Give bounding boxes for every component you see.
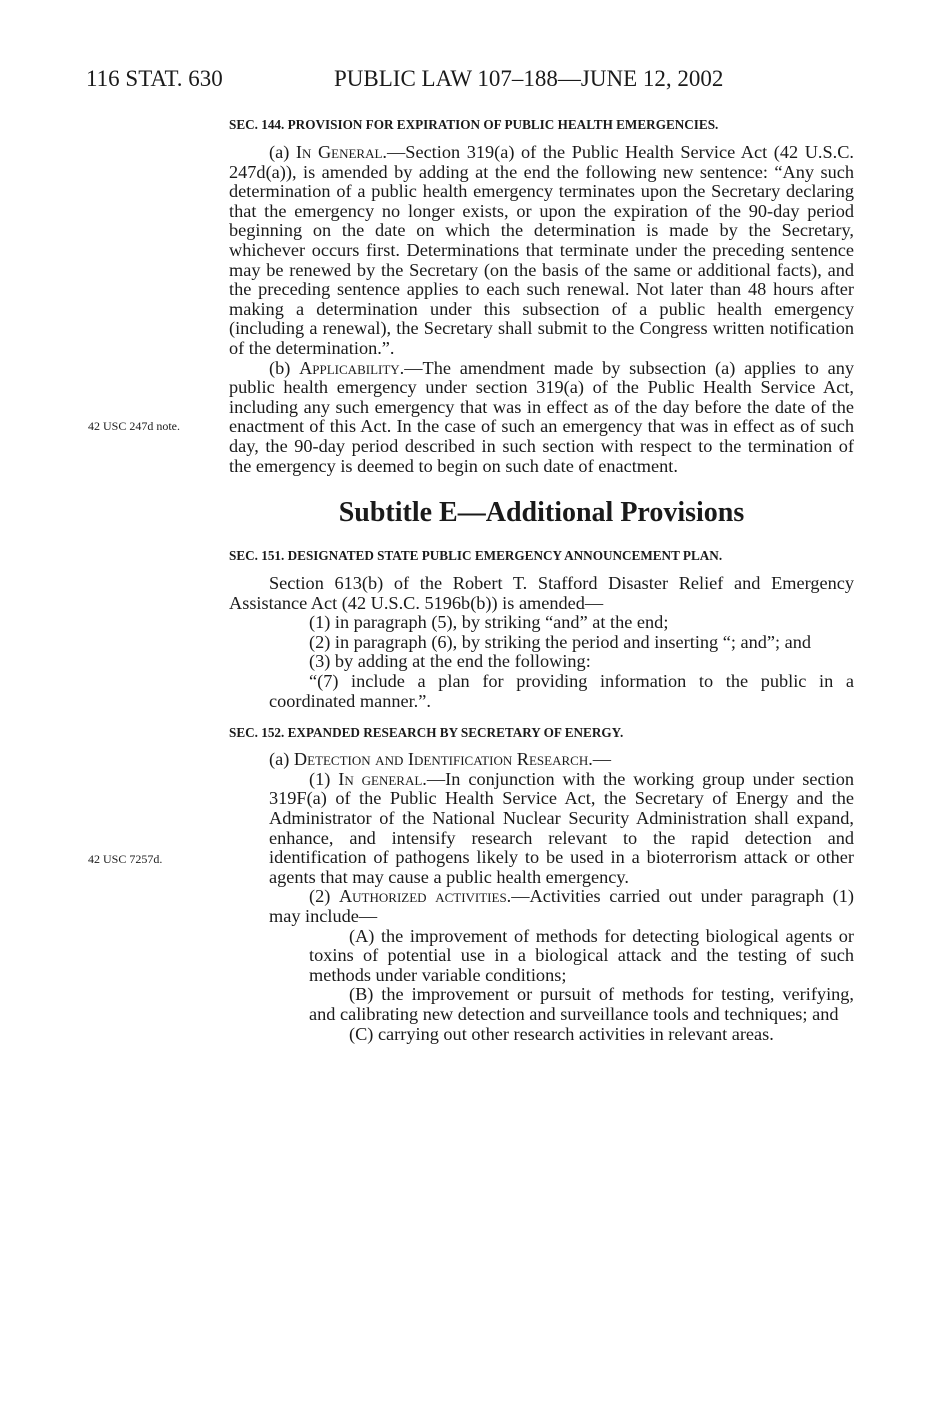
section-144-subsection-a: (a) In General.—Section 319(a) of the Public Health Service Act (42 U.S.C. 247d(a)), is amended by adding at the end the following new sentence: “Any such determination of a public health emergency terminates upon the Secretary declaring that the emergency no longer exists, or upon the expiration of the 90-day period beginning on the date on which the determination is made by the Secretary, whichever occurs first. Determinations that terminate under the preceding sentence may be renewed by the Secretary (on the basis of the same or additional facts), and the preceding sentence applies to each such renewal. Not later than 48 hours after making a determination under this subsection of a public health emergency (including a renewal), the Secretary shall submit to the Congress written notification of the determination.”. [229,142,854,358]
law-title: PUBLIC LAW 107–188—JUNE 12, 2002 [334,66,724,91]
margin-note-7257d: 42 USC 7257d. [88,852,163,866]
section-152-paragraph-1: (1) In general.—In conjunction with the working group under section 319F(a) of the Public Health Service Act, the Secretary of Energy and the Administrator of the National Nuclear Security Administration shall expand, enhance, and intensify research relevant to the rapid detection and identification of pathogens likely to be used in a bioterrorism attack or other agents that may cause a public health emergency. [269,768,855,887]
subtitle-heading: Subtitle E—Additional Provisions [338,497,745,529]
page-body [229,116,854,1044]
section-151-heading: SEC. 151. DESIGNATED STATE PUBLIC EMERGENCY ANNOUNCEMENT PLAN. [229,548,723,564]
section-151-item-3: (3) by adding at the end the following: [309,651,591,672]
section-152-clause-C: (C) carrying out other research activities in relevant areas. [349,1023,774,1044]
section-151-item-4: “(7) include a plan for providing information to the public in a coordinated manner.”. [269,671,854,711]
section-152-paragraph-2: (2) Authorized activities.—Activities carried out under paragraph (1) may include— [269,886,854,926]
section-152-heading: SEC. 152. EXPANDED RESEARCH BY SECRETARY OF ENERGY. [229,725,624,741]
section-152-clause-A: (A) the improvement of methods for detecting biological agents or toxins of potential use in a biological attack and the testing of such methods under variable conditions; [309,925,854,985]
margin-note-247d: 42 USC 247d note. [88,419,181,433]
running-head [86,66,866,100]
section-151-item-2: (2) in paragraph (6), by striking the period and inserting “; and”; and [309,631,812,652]
section-152-subsection-a: (a) Detection and Identification Research.— [269,749,612,770]
section-144-heading: SEC. 144. PROVISION FOR EXPIRATION OF PUBLIC HEALTH EMERGENCIES. [229,117,719,132]
page-id: 116 STAT. 630 [86,66,223,91]
section-144-subsection-b: (b) Applicability.—The amendment made by subsection (a) applies to any public health emergency under section 319(a) of the Public Health Service Act, including any such emergency that was in effect as of the day before the date of the enactment of this Act. In the case of such an emergency that was in effect as of such day, the 90-day period described in such section with respect to the termination of the emergency is deemed to begin on such date of enactment. [229,357,854,476]
section-151-intro: Section 613(b) of the Robert T. Stafford Disaster Relief and Emergency Assistance Act (42 U.S.C. 5196b(b)) is amended— [229,573,854,613]
section-151-item-1: (1) in paragraph (5), by striking “and” at the end; [309,612,669,633]
section-152-clause-B: (B) the improvement or pursuit of methods for testing, verifying, and calibrating new detection and surveillance tools and techniques; and [309,984,854,1024]
